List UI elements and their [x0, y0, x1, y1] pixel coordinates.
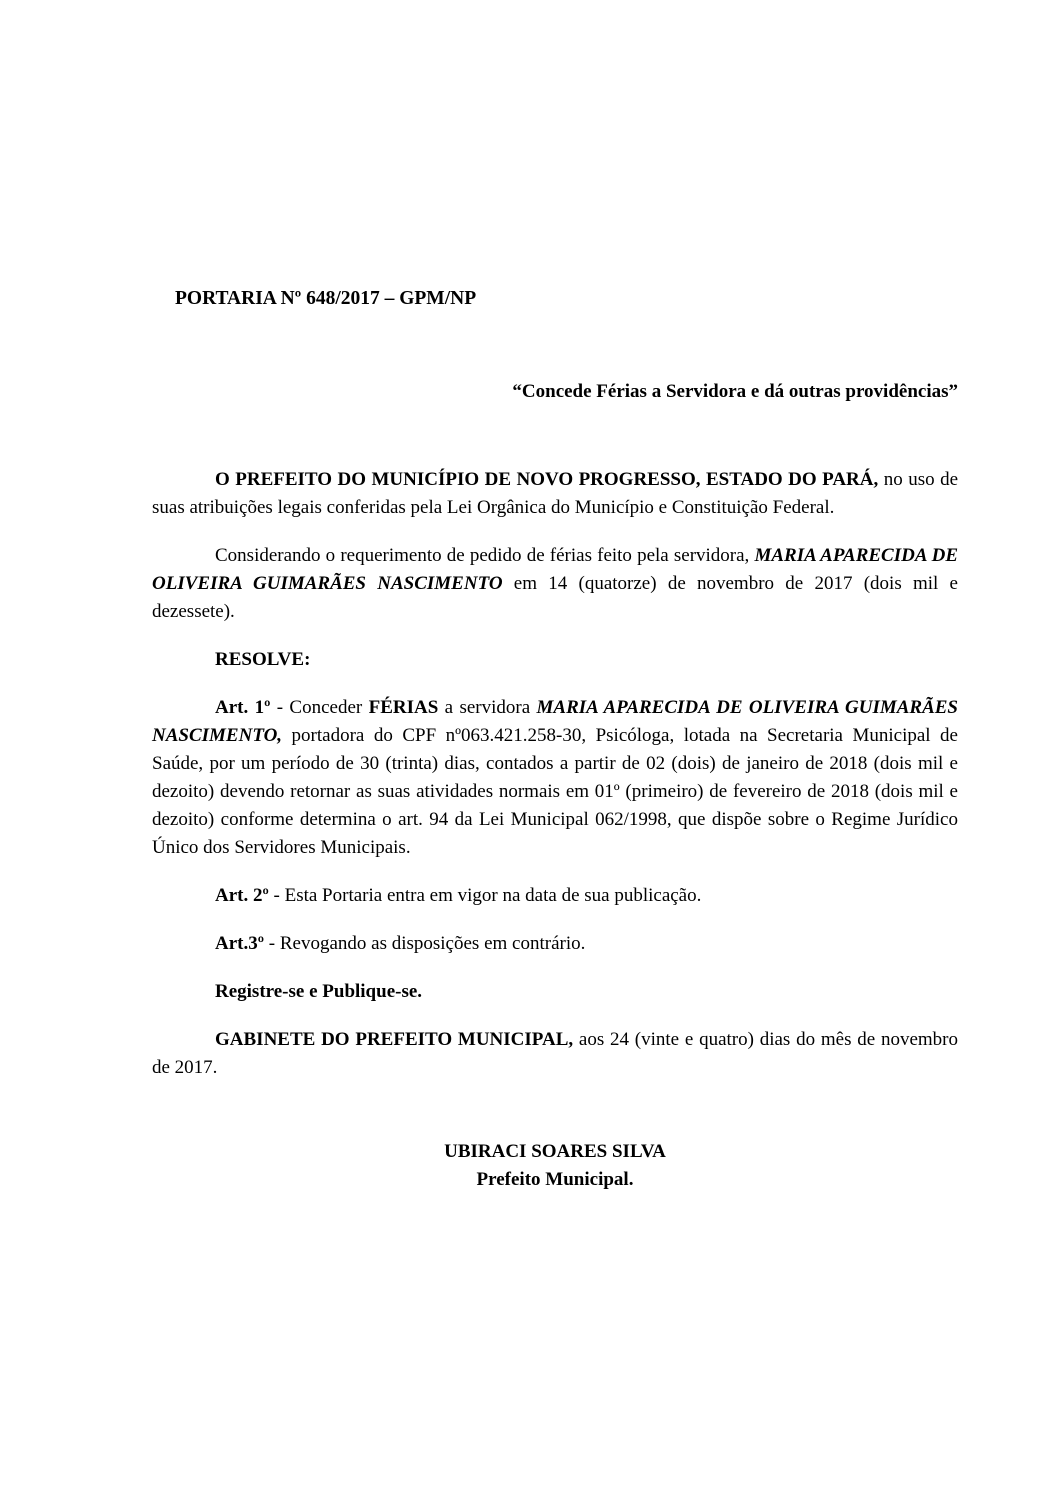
considerando-tail: em 14 (quatorze) de novembro de 2017 (dois mil e dezessete). [152, 573, 958, 622]
article-1-servidora-name: MARIA APARECIDA DE OLIVEIRA GUIMARÃES NASCIMENTO, [152, 697, 958, 746]
article-1-text-1: - Conceder [270, 697, 369, 718]
gabinete-paragraph [152, 1026, 958, 1082]
considerando-lead: Considerando o requerimento de pedido de férias feito pela servidora, [215, 545, 755, 566]
ferias-word: FÉRIAS [368, 697, 439, 718]
article-3 [152, 930, 958, 958]
document-subject: “Concede Férias a Servidora e dá outras providências” [512, 381, 958, 402]
servidora-name: MARIA APARECIDA DE OLIVEIRA GUIMARÃES NASCIMENTO [152, 545, 958, 594]
document-body [152, 466, 958, 1082]
article-1-text-3: portadora do CPF nº063.421.258-30, Psicóloga, lotada na Secretaria Municipal de Saúde, por um período de 30 (trinta) dias, contados a partir de 02 (dois) de janeiro de 2018 (dois mil e dezoito) devendo retornar as suas atividades normais em 01º (primeiro) de fevereiro de 2018 (dois mil e dezoito) conforme determina o art. 94 da Lei Municipal 062/1998, que dispõe sobre o Regime Jurídico Único dos Servidores Municipais. [152, 725, 958, 858]
gabinete-label: GABINETE DO PREFEITO MUNICIPAL, [215, 1029, 574, 1050]
article-3-label: Art.3º [215, 933, 265, 954]
registre-line: Registre-se e Publique-se. [215, 981, 423, 1002]
signatory-role: Prefeito Municipal. [476, 1169, 634, 1190]
preamble-paragraph [152, 466, 958, 522]
preamble-authority: O PREFEITO DO MUNICÍPIO DE NOVO PROGRESSO, ESTADO DO PARÁ, [215, 469, 879, 490]
resolve-heading: RESOLVE: [215, 649, 311, 670]
article-2-label: Art. 2º [215, 885, 269, 906]
article-1-label: Art. 1º [215, 697, 271, 718]
article-1-text-2: a servidora [438, 697, 537, 718]
article-3-text: - Revogando as disposições em contrário. [264, 933, 586, 954]
article-2 [152, 882, 958, 910]
signature-block [355, 1138, 755, 1194]
signatory-name: UBIRACI SOARES SILVA [444, 1141, 666, 1162]
considerando-paragraph [152, 542, 958, 626]
document-title: PORTARIA Nº 648/2017 – GPM/NP [175, 288, 477, 309]
article-1 [152, 694, 958, 862]
gabinete-text: aos 24 (vinte e quatro) dias do mês de novembro de 2017. [152, 1029, 958, 1078]
preamble-text: no uso de suas atribuições legais conferidas pela Lei Orgânica do Município e Constituição Federal. [152, 469, 959, 518]
article-2-text: - Esta Portaria entra em vigor na data de sua publicação. [268, 885, 702, 906]
